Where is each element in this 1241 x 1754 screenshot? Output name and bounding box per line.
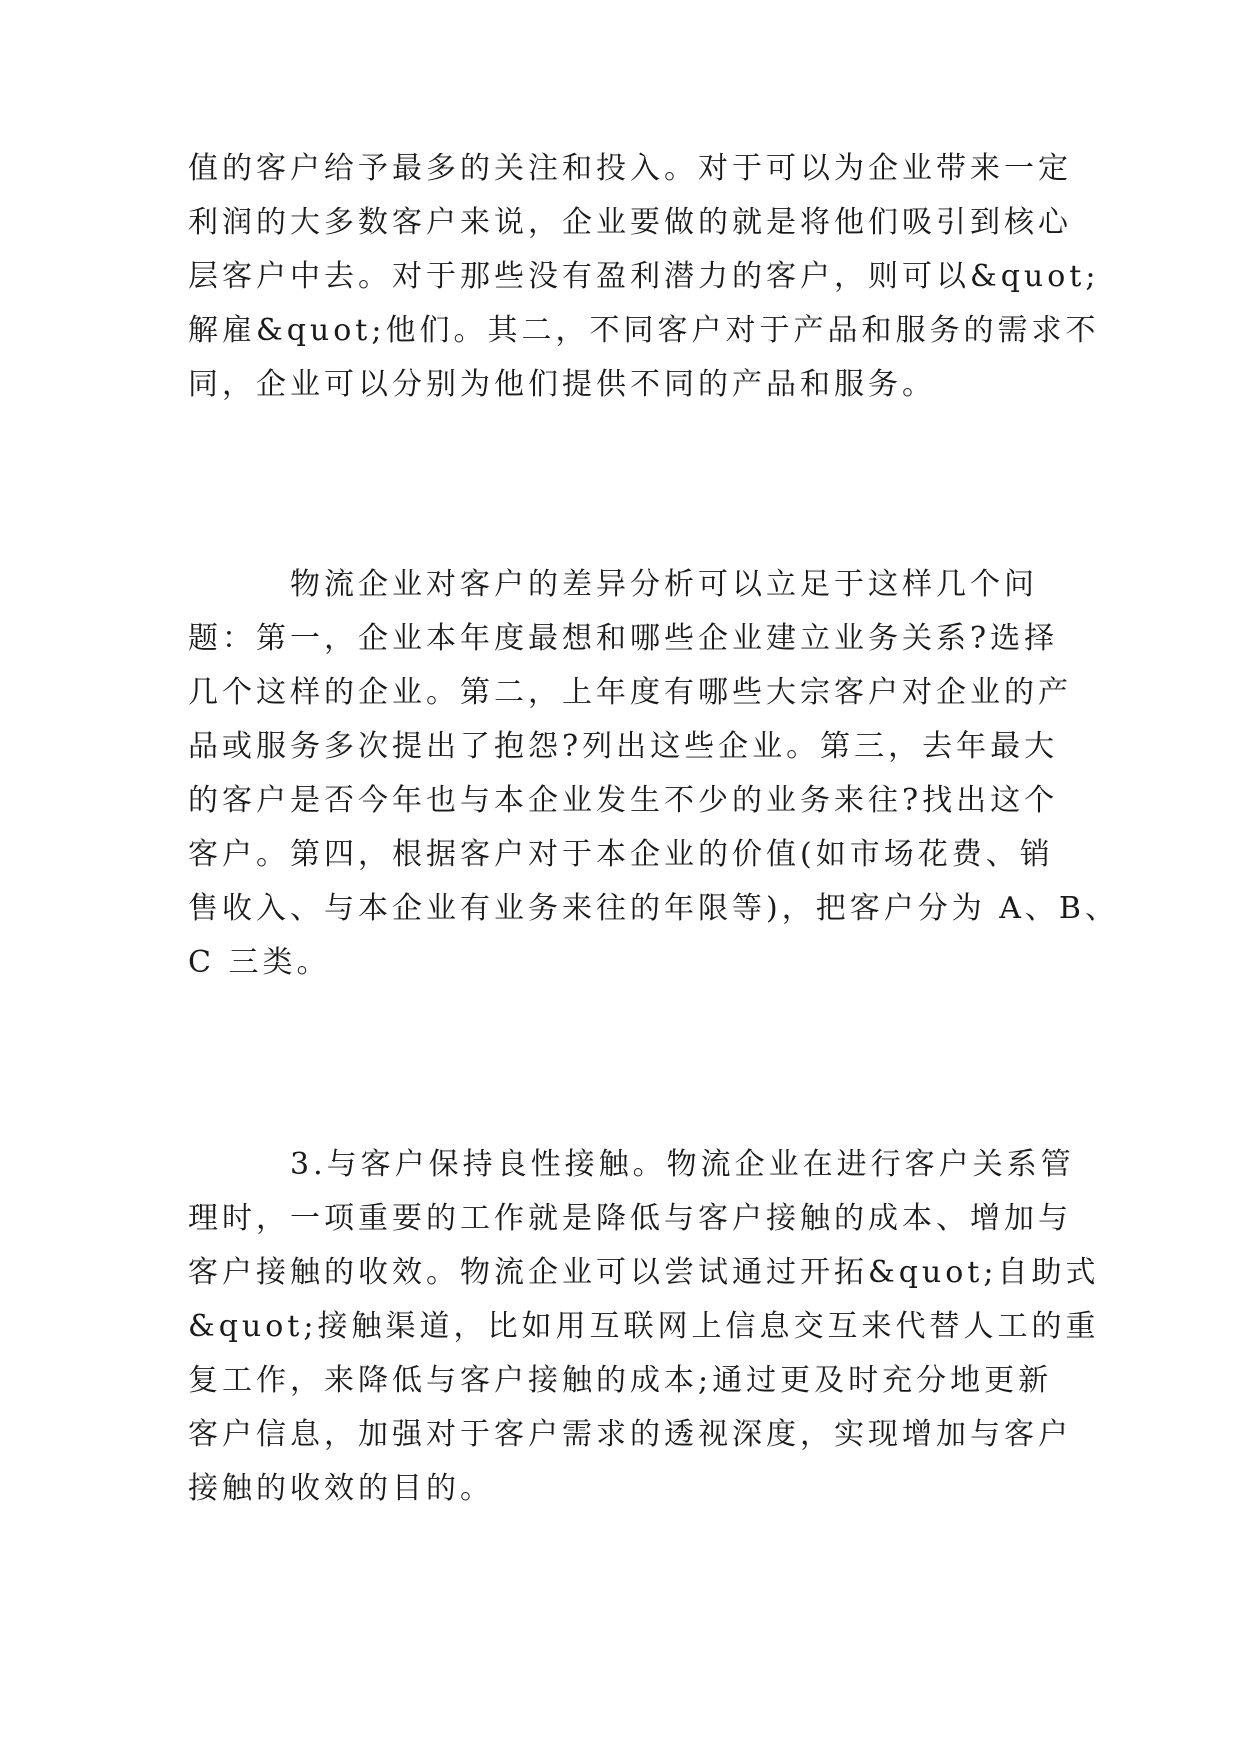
paragraph-1-line-3: 层客户中去。对于那些没有盈利潜力的客户，则可以&quot; bbox=[188, 259, 1100, 294]
paragraph-3-line-4: &quot;接触渠道，比如用互联网上信息交互来代替人工的重 bbox=[188, 1309, 1100, 1344]
paragraph-1-line-1: 值的客户给予最多的关注和投入。对于可以为企业带来一定 bbox=[188, 151, 1072, 186]
paragraph-3-line-6: 客户信息，加强对于客户需求的透视深度，实现增加与客户 bbox=[188, 1417, 1072, 1452]
paragraph-1-line-2: 利润的大多数客户来说，企业要做的就是将他们吸引到核心 bbox=[188, 205, 1072, 240]
paragraph-3-line-5: 复工作，来降低与客户接触的成本;通过更及时充分地更新 bbox=[188, 1363, 1053, 1398]
paragraph-3-line-1: 3.与客户保持良性接触。物流企业在进行客户关系管 bbox=[188, 1147, 1075, 1182]
paragraph-2-line-4: 品或服务多次提出了抱怨?列出这些企业。第三，去年最大 bbox=[188, 729, 1059, 764]
paragraph-1-line-4: 解雇&quot;他们。其二，不同客户对于产品和服务的需求不 bbox=[188, 313, 1100, 348]
paragraph-2-line-6: 客户。第四，根据客户对于本企业的价值(如市场花费、销 bbox=[188, 837, 1054, 872]
paragraph-3-line-7: 接触的收效的目的。 bbox=[188, 1471, 494, 1506]
paragraph-3-line-3: 客户接触的收效。物流企业可以尝试通过开拓&quot;自助式 bbox=[188, 1255, 1100, 1290]
paragraph-3-line-2: 理时，一项重要的工作就是降低与客户接触的成本、增加与 bbox=[188, 1201, 1072, 1236]
paragraph-2-line-1: 物流企业对客户的差异分析可以立足于这样几个问 bbox=[188, 567, 1038, 602]
paragraph-2-line-5: 的客户是否今年也与本企业发生不少的业务来往?找出这个 bbox=[188, 783, 1059, 818]
paragraph-2-line-2: 题：第一，企业本年度最想和哪些企业建立业务关系?选择 bbox=[188, 621, 1059, 656]
paragraph-2-line-7: 售收入、与本企业有业务来往的年限等)，把客户分为 A、B、 bbox=[188, 891, 1119, 926]
paragraph-2-line-3: 几个这样的企业。第二，上年度有哪些大宗客户对企业的产 bbox=[188, 675, 1072, 710]
paragraph-2-line-8: C 三类。 bbox=[188, 945, 331, 980]
paragraph-1-line-5: 同，企业可以分别为他们提供不同的产品和服务。 bbox=[188, 367, 936, 402]
